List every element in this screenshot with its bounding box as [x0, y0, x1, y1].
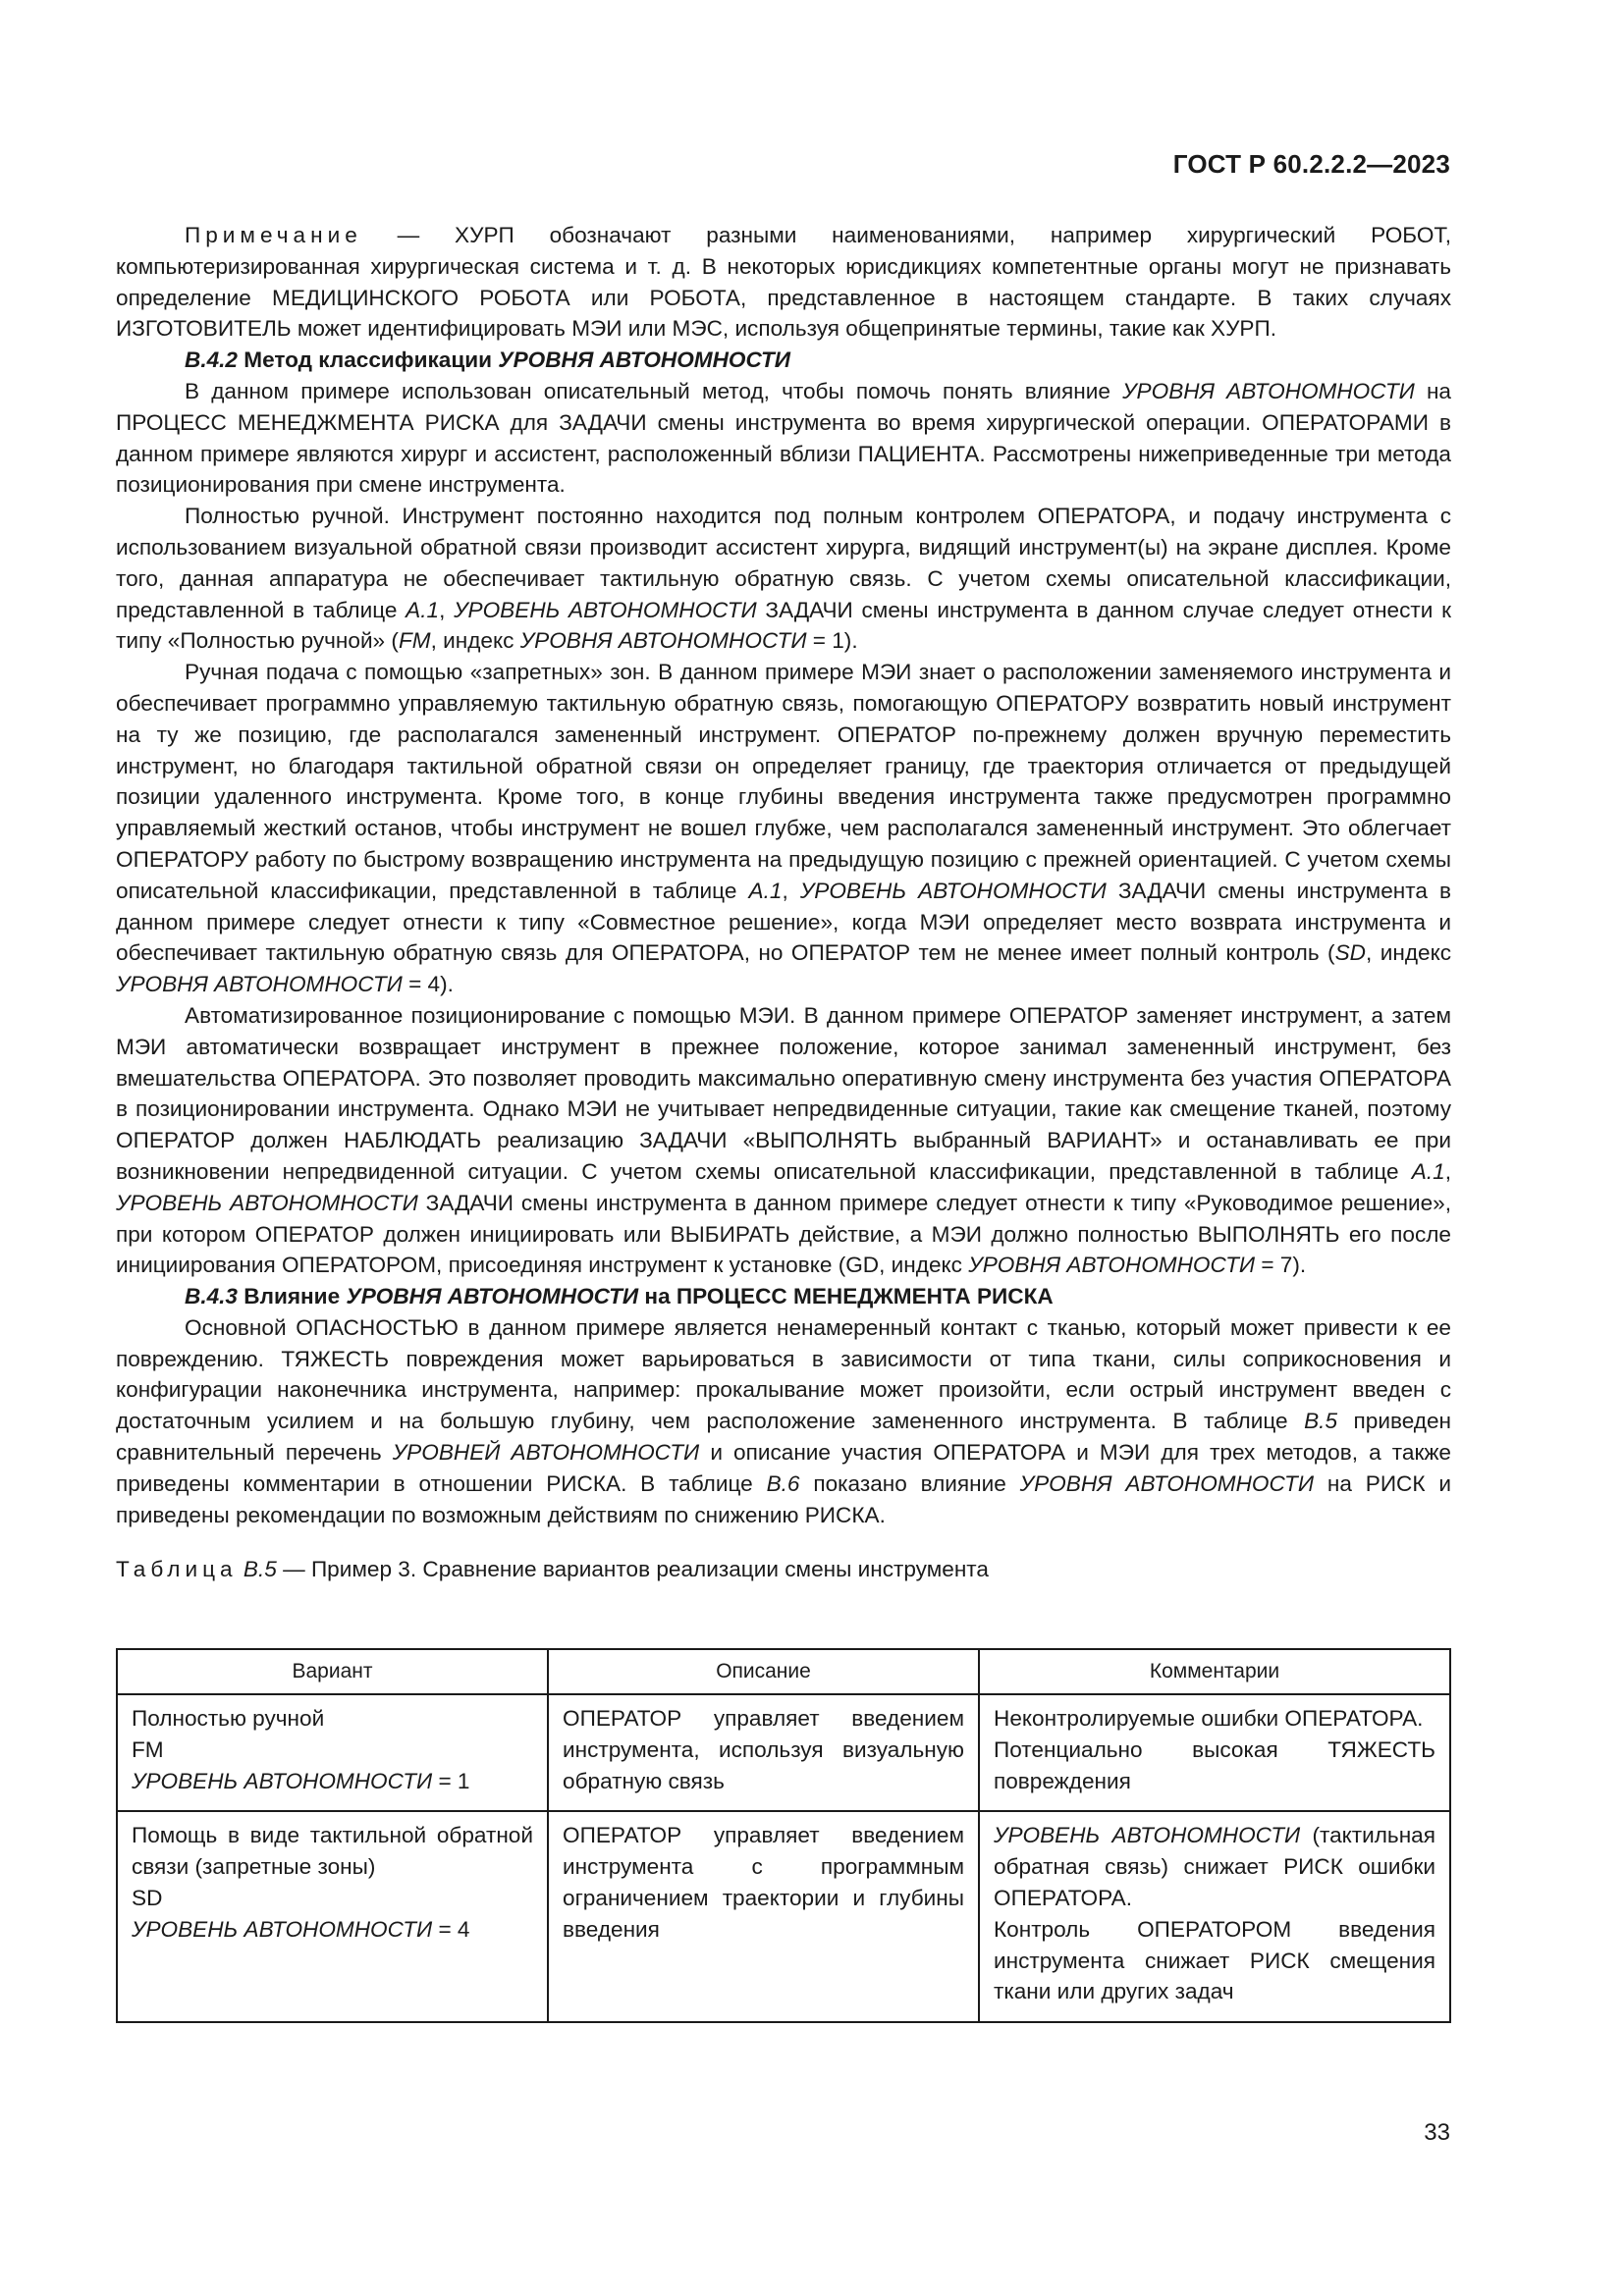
- text: , индекс: [430, 628, 520, 654]
- text: Полностью ручной. Инструмент постоянно находится под полным контролем ОПЕРАТОРА, и подачу инструмента с использованием визуальной обратной связи производит ассистент хирурга, видящий инструмент(ы) на экране дисплея. Кроме того, данная аппаратура не обеспечивает тактильную обратную связь. С учетом схемы описательной классификации, представленной в таблице: [116, 504, 1451, 622]
- table-cell: [979, 1811, 1450, 2022]
- heading-text: Метод классификации: [238, 347, 499, 373]
- table-row: [117, 1811, 1450, 2022]
- text: показано влияние: [799, 1470, 1020, 1496]
- cell-text-italic: УРОВЕНЬ АВТОНОМНОСТИ: [132, 1768, 433, 1793]
- table-cell: ОПЕРАТОР управляет введением инструмента с программным ограничением траектории и глубины введения: [548, 1811, 979, 2022]
- table-caption-label: Таблица: [116, 1557, 238, 1582]
- text-italic: УРОВНЕЙ АВТОНОМНОСТИ: [392, 1440, 700, 1466]
- text: ,: [1444, 1158, 1451, 1184]
- cell-text: = 1: [432, 1768, 470, 1793]
- table-caption-text: — Пример 3. Сравнение вариантов реализации смены инструмента: [276, 1557, 989, 1582]
- table-cell: [117, 1811, 548, 2022]
- cell-text: Потенциально высокая ТЯЖЕСТЬ повреждения: [994, 1736, 1435, 1793]
- text: В данном примере использован описательный метод, чтобы помочь понять влияние: [185, 378, 1123, 403]
- text: на РИСК и приведены рекомендации по возможным действиям по снижению РИСКА.: [116, 1470, 1451, 1527]
- heading-text: Влияние: [238, 1284, 347, 1309]
- text-italic: УРОВЕНЬ АВТОНОМНОСТИ: [799, 878, 1107, 903]
- text: ЗАДАЧИ смены инструмента в данном примере следует отнести к типу «Совместное решение», когда МЭИ определяет место возврата инструмента и обеспечивает тактильную обратную связь для ОПЕРАТОРА, но ОПЕРАТОР тем не менее имеет полный контроль (: [116, 878, 1451, 966]
- text: Основной ОПАСНОСТЬЮ в данном примере является ненамеренный контакт с тканью, который может привести к ее повреждению. ТЯЖЕСТЬ повреждения может варьироваться в зависимости от типа ткани, силы соприкосновения и конфигурации наконечника инструмента, например: прокалывание может произойти, если острый инструмент введен с достаточным усилием и на большую глубину, чем расположение замененного инструмента. В таблице: [116, 1314, 1451, 1434]
- cell-text: [994, 1820, 1435, 1913]
- text: = 4).: [402, 972, 454, 997]
- table-ref: В.6: [766, 1470, 800, 1496]
- paragraph: [116, 1000, 1451, 1281]
- heading-text-italic: УРОВНЯ АВТОНОМНОСТИ: [498, 347, 791, 373]
- text: ,: [439, 597, 455, 622]
- table-cell: ОПЕРАТОР управляет введением инструмента, используя визуальную обратную связь: [548, 1694, 979, 1811]
- paragraph: [116, 1312, 1451, 1531]
- document-header: ГОСТ Р 60.2.2.2—2023: [1172, 149, 1450, 179]
- text-italic: SD: [1334, 940, 1366, 966]
- section-number: В.4.3: [185, 1284, 239, 1309]
- cell-text: = 4: [432, 1916, 470, 1942]
- table-caption: [116, 1554, 1451, 1585]
- section-number: В.4.2: [185, 347, 239, 373]
- text: = 1).: [806, 628, 858, 654]
- paragraph: [116, 501, 1451, 657]
- cell-text: [132, 1914, 533, 1946]
- text: и описание участия ОПЕРАТОРА и МЭИ для трех методов, а также приведены комментарии в отношении РИСКА. В таблице: [116, 1440, 1452, 1496]
- cell-text-italic: УРОВЕНЬ АВТОНОМНОСТИ: [132, 1916, 433, 1942]
- page-number: 33: [1424, 2119, 1450, 2146]
- text-italic: УРОВНЯ АВТОНОМНОСТИ: [519, 628, 807, 654]
- text-italic: УРОВЕНЬ АВТОНОМНОСТИ: [454, 597, 757, 622]
- note-label: Примечание: [185, 223, 362, 247]
- section-heading-b43: [116, 1281, 1451, 1312]
- table-cell: [117, 1694, 548, 1811]
- table-header-row: [117, 1649, 1450, 1694]
- cell-text: SD: [132, 1885, 163, 1910]
- cell-text: Помощь в виде тактильной обратной связи (запретные зоны): [132, 1823, 533, 1880]
- text: ,: [782, 878, 800, 903]
- comparison-table: [116, 1648, 1451, 2023]
- heading-text-italic: УРОВНЯ АВТОНОМНОСТИ: [346, 1284, 639, 1309]
- column-header: Комментарии: [979, 1649, 1450, 1694]
- cell-text: Контроль ОПЕРАТОРОМ введения инструмента снижает РИСК смещения ткани или других задач: [994, 1916, 1435, 2004]
- text-italic: FM: [398, 628, 431, 654]
- section-heading-b42: [116, 345, 1451, 376]
- text: Ручная подача с помощью «запретных» зон. В данном примере МЭИ знает о расположении заменяемого инструмента и обеспечивает программно управляемую тактильную обратную связь, помогающую ОПЕРАТОРУ возвратить новый инструмент на ту же позицию, где располагался замененный инструмент. ОПЕРАТОР по-прежнему должен вручную переместить инструмент, но благодаря тактильной обратной связи он определяет границу, где траектория отличается от предыдущей позиции удаленного инструмента. Кроме того, в конце глубины введения инструмента также предусмотрен программно управляемый жесткий останов, чтобы инструмент не вошел глубже, чем располагался замененный инструмент. Это облегчает ОПЕРАТОРУ работу по быстрому возвращению инструмента на предыдущую позицию с прежней ориентацией. С учетом схемы описательной классификации, представленной в таблице: [116, 660, 1451, 903]
- cell-text: Полностью ручной: [132, 1706, 325, 1731]
- cell-text-italic: УРОВЕНЬ АВТОНОМНОСТИ: [994, 1823, 1301, 1848]
- paragraph: [116, 376, 1451, 501]
- column-header: Вариант: [117, 1649, 548, 1694]
- column-header: Описание: [548, 1649, 979, 1694]
- cell-text: Неконтролируемые ошибки ОПЕРАТОРА.: [994, 1706, 1424, 1731]
- document-body: [116, 220, 1451, 1585]
- text-italic: УРОВНЯ АВТОНОМНОСТИ: [1122, 378, 1415, 403]
- table-ref: В.5: [1304, 1409, 1338, 1434]
- table-cell: [979, 1694, 1450, 1811]
- cell-text: FM: [132, 1736, 164, 1762]
- table-ref: А.1: [406, 597, 440, 622]
- heading-text: на ПРОЦЕСС МЕНЕДЖМЕНТА РИСКА: [638, 1284, 1054, 1309]
- text: = 7).: [1255, 1253, 1307, 1278]
- note-text: — ХУРП обозначают разными наименованиями, например хирургический РОБОТ, компьютеризированная хирургическая система и т. д. В некоторых юрисдикциях компетентные органы могут не признавать определение МЕДИЦИНСКОГО РОБОТА или РОБОТА, представленное в настоящем стандарте. В таких случаях ИЗГОТОВИТЕЛЬ может идентифицировать МЭИ или МЭС, используя общепринятые термины, такие как ХУРП.: [116, 223, 1451, 342]
- text-italic: УРОВНЯ АВТОНОМНОСТИ: [1019, 1470, 1315, 1496]
- text-italic: УРОВЕНЬ АВТОНОМНОСТИ: [116, 1190, 418, 1215]
- paragraph: [116, 657, 1451, 1000]
- text: приведен сравнительный перечень: [116, 1409, 1451, 1466]
- table-ref: В.5: [243, 1557, 277, 1582]
- cell-text: (тактильная обратная связь) снижает РИСК ошибки ОПЕРАТОРА.: [994, 1823, 1435, 1910]
- note-paragraph: [116, 220, 1451, 345]
- cell-text: [132, 1766, 533, 1797]
- text: ЗАДАЧИ смены инструмента в данном примере следует отнести к типу «Руководимое решение», при котором ОПЕРАТОР должен инициировать или ВЫБИРАТЬ действие, а МЭИ должно полностью ВЫПОЛНЯТЬ его после инициирования ОПЕРАТОРОМ, присоединяя инструмент к установке (GD, индекс: [116, 1190, 1451, 1278]
- text-italic: УРОВНЯ АВТОНОМНОСТИ: [968, 1253, 1256, 1278]
- table-row: [117, 1694, 1450, 1811]
- text: на ПРОЦЕСС МЕНЕДЖМЕНТА РИСКА для ЗАДАЧИ смены инструмента во время хирургической операции. ОПЕРАТОРАМИ в данном примере являются хирург и ассистент, расположенный вблизи ПАЦИЕНТА. Рассмотрены нижеприведенные три метода позиционирования при смене инструмента.: [116, 378, 1451, 498]
- text: ЗАДАЧИ смены инструмента в данном случае следует отнести к типу «Полностью ручной» (: [116, 597, 1451, 654]
- text-italic: УРОВНЯ АВТОНОМНОСТИ: [116, 972, 403, 997]
- table-ref: А.1: [748, 878, 783, 903]
- text: , индекс: [1365, 940, 1451, 966]
- table-ref: А.1: [1411, 1158, 1445, 1184]
- text: Автоматизированное позиционирование с помощью МЭИ. В данном примере ОПЕРАТОР заменяет инструмент, а затем МЭИ автоматически возвращает инструмент в прежнее положение, которое занимал замененный инструмент, без вмешательства ОПЕРАТОРА. Это позволяет проводить максимально оперативную смену инструмента без участия ОПЕРАТОРА в позиционировании инструмента. Однако МЭИ не учитывает непредвиденные ситуации, такие как смещение тканей, поэтому ОПЕРАТОР должен НАБЛЮДАТЬ реализацию ЗАДАЧИ «ВЫПОЛНЯТЬ выбранный ВАРИАНТ» и останавливать ее при возникновении непредвиденной ситуации. С учетом схемы описательной классификации, представленной в таблице: [116, 1002, 1451, 1184]
